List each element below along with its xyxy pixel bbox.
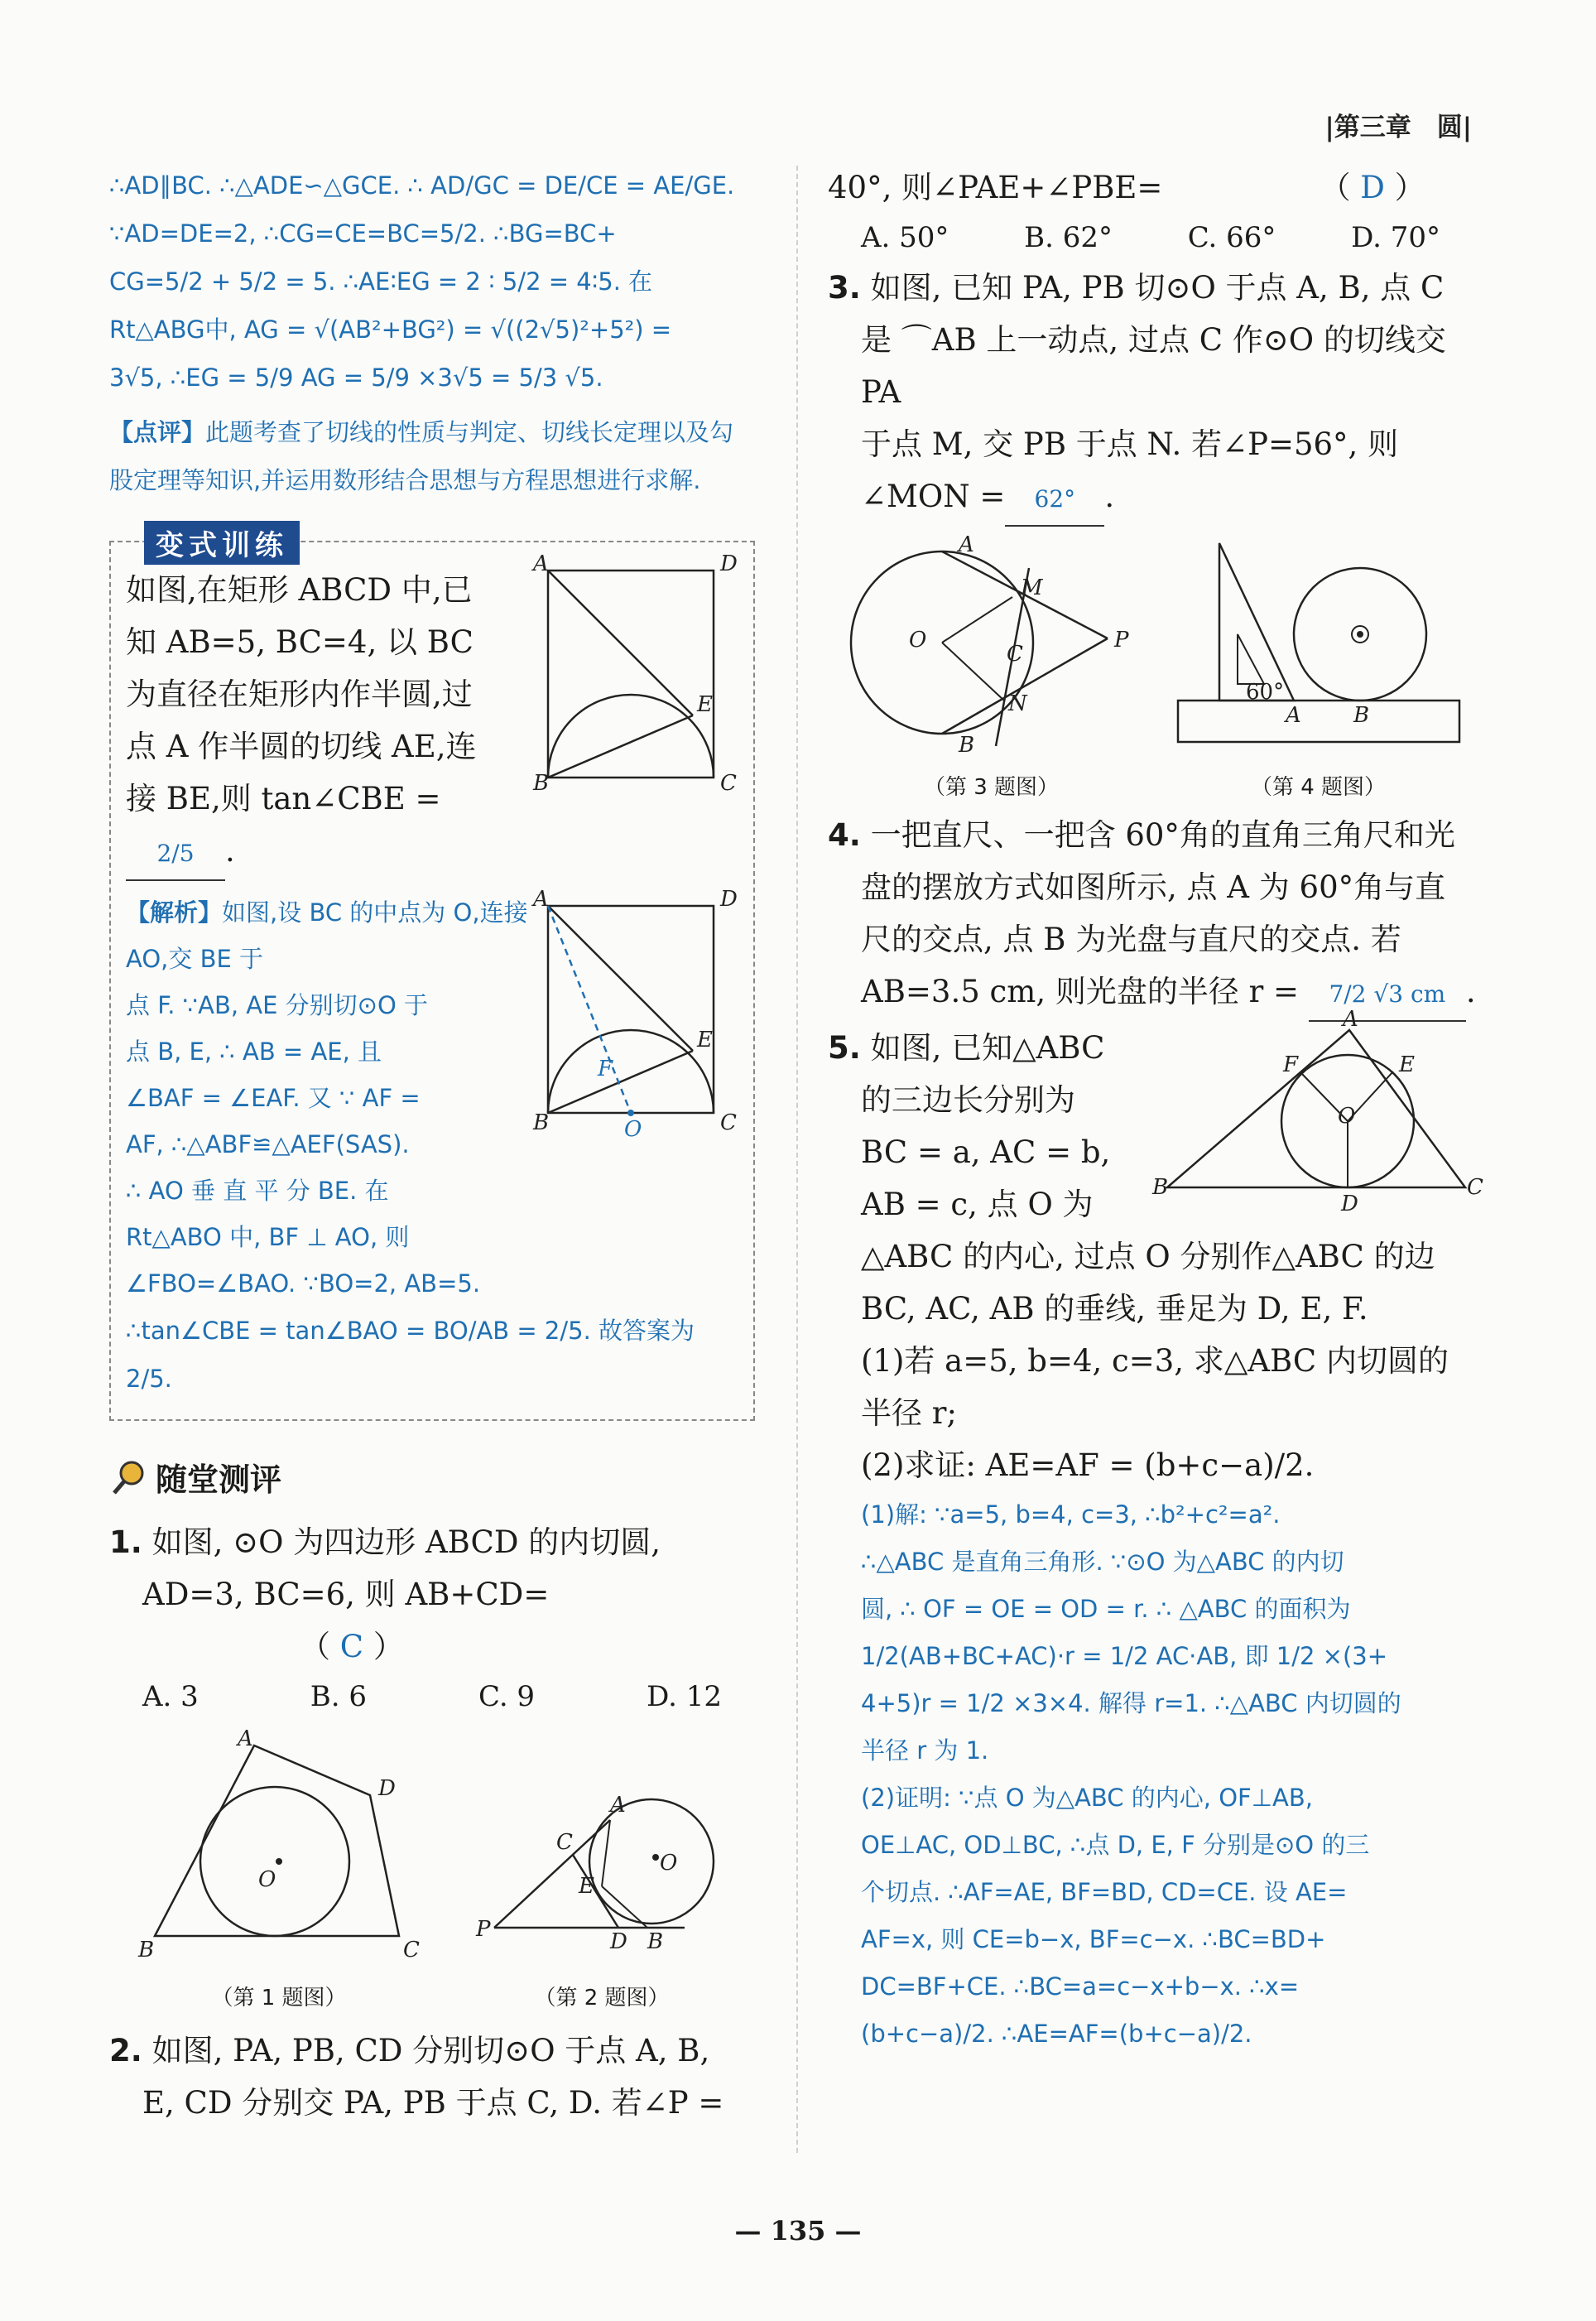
magnifier-icon [109, 1458, 147, 1496]
q5-solution-line: (1)解: ∵a=5, b=4, c=3, ∴b²+c²=a². [861, 1500, 1281, 1529]
question-5-top [828, 1007, 1483, 1230]
svg-text:B: B [647, 1929, 664, 1954]
figure-2 [469, 1762, 734, 2011]
svg-text:B: B [1353, 703, 1369, 728]
q2-option: B. 62° [1024, 221, 1113, 254]
q3-stem: 如图, 已知 PA, PB 切⊙O 于点 A, B, 点 C [870, 270, 1445, 306]
svg-text:D: D [378, 1776, 396, 1801]
q5-stem: (2)求证: AE=AF = (b+c−a)/2. [861, 1447, 1315, 1483]
svg-text:A: A [1343, 1007, 1358, 1032]
question-2-continued: 40°, 则∠PAE+∠PBE= （ D ） [828, 170, 1425, 205]
q5-solution-line: 1/2(AB+BC+AC)·r = 1/2 AC·AB, 即 1/2 ×(3+ [861, 1642, 1388, 1670]
svg-text:C: C [403, 1938, 420, 1962]
svg-text:60°: 60° [1245, 680, 1284, 705]
q2-answer: D [1360, 170, 1385, 205]
q5-stem: 半径 r; [861, 1395, 957, 1431]
svg-text:B: B [1152, 1175, 1169, 1200]
figure-3-caption: （第 3 题图） [923, 775, 1060, 800]
q2-stem: 如图, PA, PB, CD 分别切⊙O 于点 A, B, [151, 2033, 710, 2068]
svg-text:P: P [476, 1917, 491, 1942]
variant-line: 为直径在矩形内作半圆,过 [126, 677, 473, 712]
q5-solution-line: 个切点. ∴AF=AE, BF=BD, CD=CE. 设 AE= [861, 1878, 1348, 1906]
analysis-line: ∠BAF = ∠EAF. 又 ∵ AF = [126, 1084, 421, 1112]
q2-number: 2. [109, 2033, 142, 2068]
q5-stem: (1)若 a=5, b=4, c=3, 求△ABC 内切圆的 [861, 1343, 1449, 1379]
q5-solution-line: (2)证明: ∵点 O 为△ABC 的内心, OF⊥AB, [861, 1784, 1313, 1812]
q4-answer: 7/2 √3 cm [1309, 968, 1466, 1022]
svg-text:D: D [720, 551, 738, 576]
q2-stem-cont: 40°, 则∠PAE+∠PBE= [828, 170, 1163, 205]
svg-text:D: D [1341, 1192, 1358, 1216]
variant-question: 如图,在矩形 ABCD 中,已 知 AB=5, BC=4, 以 BC 为直径在矩形内作半圆,过 点 A 作半圆的切线 AE,连 接 BE,则 tan∠CBE = 2/5 . [126, 564, 523, 881]
analysis-line: ∴ AO 垂 直 平 分 BE. 在 [126, 1177, 389, 1205]
q4-stem: 一把直尺、一把含 60°角的直角三角尺和光 [870, 817, 1455, 853]
svg-text:P: P [1113, 628, 1128, 652]
analysis-figure [531, 887, 738, 1142]
q5-solution-line: OE⊥AC, OD⊥BC, ∴点 D, E, F 分别是⊙O 的三 [861, 1831, 1370, 1859]
solution-line: Rt△ABG中, AG = √(AB²+BG²) = √((2√5)²+5²) = [109, 315, 672, 344]
svg-text:A: A [238, 1726, 253, 1751]
left-column [109, 161, 755, 2129]
variant-line: 知 AB=5, BC=4, 以 BC [126, 624, 474, 660]
figure-4 [1170, 535, 1468, 801]
column-divider [796, 166, 798, 2153]
analysis-last-line: ∴tan∠CBE = tan∠BAO = BO/AB = 2/5. 故答案为 2/5. [126, 1317, 695, 1393]
q3-stem: 于点 M, 交 PB 于点 N. 若∠P=56°, 则 [861, 426, 1399, 462]
q3-stem: 是 ⌒AB 上一动点, 过点 C 作⊙O 的切线交 PA [861, 322, 1446, 410]
q5-stem: △ABC 的内心, 过点 O 分别作△ABC 的边 [861, 1239, 1435, 1274]
svg-text:D: D [610, 1929, 627, 1954]
analysis-line: 如图,设 BC 的中点为 O,连接 AO,交 BE 于 [126, 898, 528, 973]
svg-text:E: E [1399, 1052, 1415, 1077]
q2-options [828, 214, 1440, 262]
svg-text:C: C [1467, 1175, 1483, 1200]
q5-stem: BC, AC, AB 的垂线, 垂足为 D, E, F. [861, 1291, 1368, 1327]
chapter-header: |第三章 圆| [1324, 113, 1472, 142]
svg-text:E: E [697, 692, 713, 717]
svg-text:A: A [1285, 703, 1301, 728]
figure-1-drawing [130, 1726, 428, 1969]
variant-line: 接 BE,则 tan∠CBE = [126, 781, 441, 816]
q4-stem: AB=3.5 cm, 则光盘的半径 r = [861, 974, 1300, 1009]
svg-text:F: F [598, 1057, 613, 1081]
figure-1 [130, 1726, 428, 2011]
figure-4-caption: （第 4 题图） [1250, 775, 1387, 800]
svg-text:E: E [697, 1028, 713, 1052]
comment-text: 此题考查了切线的性质与判定、切线长定理以及勾股定理等知识,并运用数形结合思想与方程思想进行求解. [109, 418, 734, 494]
question-5-stem-top [828, 1022, 1110, 1230]
right-column [828, 161, 1482, 2058]
svg-text:D: D [720, 887, 738, 912]
svg-text:O: O [908, 628, 926, 652]
svg-text:B: B [958, 733, 974, 758]
solution-line: ∴AD∥BC. ∴△ADE∽△GCE. ∴ AD/GC = DE/CE = AE/GE. [109, 171, 735, 200]
q5-solution-line: 圆, ∴ OF = OE = OD = r. ∴ △ABC 的面积为 [861, 1595, 1351, 1623]
q5-stem: 如图, 已知△ABC [870, 1030, 1105, 1066]
q5-solution-line: (b+c−a)/2. ∴AE=AF=(b+c−a)/2. [861, 2020, 1252, 2048]
analysis-line: Rt△ABO 中, BF ⊥ AO, 则 [126, 1223, 410, 1251]
svg-text:C: C [720, 1110, 737, 1135]
q5-solution-line: AF=x, 则 CE=b−x, BF=c−x. ∴BC=BD+ [861, 1925, 1326, 1953]
svg-text:M: M [1020, 575, 1043, 600]
svg-text:O: O [624, 1117, 642, 1142]
svg-text:N: N [1007, 691, 1027, 716]
q1-stem: 如图, ⊙O 为四边形 ABCD 的内切圆, [151, 1524, 661, 1560]
q4-stem: 盘的摆放方式如图所示, 点 A 为 60°角与直 [861, 869, 1446, 905]
question-1: 1. 如图, ⊙O 为四边形 ABCD 的内切圆, AD=3, BC=6, 则 AB+CD=（ C ） [109, 1524, 661, 1664]
comment-tag: 【点评】 [109, 418, 206, 446]
q2-option: D. 70° [1351, 221, 1440, 254]
page-number: — 135 — [734, 2215, 862, 2246]
q5-stem: BC = a, AC = b, [861, 1134, 1111, 1170]
q3-q4-figures [828, 532, 1482, 801]
q2-stem: E, CD 分别交 PA, PB 于点 C, D. 若∠P = [142, 2085, 724, 2121]
figure-2-drawing [469, 1762, 734, 1969]
svg-text:O: O [1338, 1104, 1356, 1129]
section-title-text: 随堂测评 [156, 1461, 282, 1498]
question-3: 3. 如图, 已知 PA, PB 切⊙O 于点 A, B, 点 C 是 ⌒AB 上一动点, 过点 C 作⊙O 的切线交 PA 于点 M, 交 PB 于点 N. 若∠P=56°, 则 ∠MON = 62° . [828, 262, 1482, 527]
q2-option: A. 50° [861, 221, 949, 254]
variant-line: 如图,在矩形 ABCD 中,已 [126, 572, 473, 608]
svg-text:C: C [1006, 642, 1023, 667]
solution-line: ∵AD=DE=2, ∴CG=CE=BC=5/2. ∴BG=BC+ [109, 219, 617, 248]
variant-analysis [126, 889, 531, 1307]
q1-options [109, 1673, 722, 1721]
q4-stem: 尺的交点, 点 B 为光盘与直尺的交点. 若 [861, 922, 1401, 957]
section-title [109, 1454, 755, 1500]
q1-number: 1. [109, 1524, 142, 1560]
svg-text:E: E [579, 1874, 594, 1899]
comment [109, 408, 755, 504]
figure-5-drawing [1151, 1007, 1483, 1216]
q1-option: A. 3 [142, 1680, 199, 1713]
svg-text:A: A [533, 887, 549, 912]
q1-answer: C [339, 1629, 364, 1664]
q1-option: D. 12 [647, 1680, 722, 1713]
q3-number: 3. [828, 270, 861, 306]
svg-text:O: O [258, 1867, 276, 1892]
analysis-line: ∠FBO=∠BAO. ∵BO=2, AB=5. [126, 1269, 481, 1298]
analysis-line: 点 F. ∵AB, AE 分别切⊙O 于 [126, 991, 429, 1019]
figure-2-caption: （第 2 题图） [534, 1986, 670, 2010]
svg-text:C: C [556, 1830, 573, 1855]
analysis-line: AF, ∴△ABF≌△AEF(SAS). [126, 1130, 410, 1158]
variant-answer: 2/5 [126, 827, 225, 881]
q1-option: C. 9 [478, 1680, 536, 1713]
analysis-line: 点 B, E, ∴ AB = AE, 且 [126, 1038, 382, 1066]
solution-line: 3√5, ∴EG = 5/9 AG = 5/9 ×3√5 = 5/3 √5. [109, 364, 603, 392]
q1-option: B. 6 [310, 1680, 368, 1713]
q5-number: 5. [828, 1030, 861, 1066]
svg-text:B: B [138, 1938, 155, 1962]
q4-number: 4. [828, 817, 861, 853]
svg-text:B: B [533, 1110, 550, 1135]
figure-4-drawing [1170, 535, 1468, 758]
variant-title: 变式训练 [144, 521, 300, 565]
question-2 [109, 2025, 755, 2129]
q5-solution-line: 半径 r 为 1. [861, 1736, 989, 1765]
previous-solution [109, 161, 755, 402]
svg-text:A: A [958, 532, 974, 557]
question-5-stem-bottom [828, 1230, 1482, 1491]
analysis-tag: 【解析】 [126, 898, 223, 927]
q3-answer: 62° [1005, 473, 1104, 527]
question-4: 4. 一把直尺、一把含 60°角的直角三角尺和光 盘的摆放方式如图所示, 点 A 为 60°角与直 尺的交点, 点 B 为光盘与直尺的交点. 若 AB=3.5 cm, 则光盘的半径 r = 7/2 √3 cm . [828, 809, 1482, 1022]
solution-line: CG=5/2 + 5/2 = 5. ∴AE∶EG = 2 ∶ 5/2 = 4∶5. 在 [109, 267, 653, 296]
q5-stem: AB = c, 点 O 为 [861, 1187, 1094, 1222]
svg-text:A: A [533, 551, 549, 576]
svg-text:F: F [1283, 1052, 1299, 1077]
q1-stem: AD=3, BC=6, 则 AB+CD= [142, 1577, 550, 1612]
figure-1-caption: （第 1 题图） [211, 1986, 347, 2010]
q3-stem: ∠MON = [861, 479, 1006, 514]
q1-q2-figures [109, 1726, 755, 2011]
svg-text:O: O [660, 1851, 678, 1876]
variant-line: 点 A 作半圆的切线 AE,连 [126, 729, 477, 764]
q5-solution-line: ∴△ABC 是直角三角形. ∵⊙O 为△ABC 的内切 [861, 1548, 1344, 1576]
svg-text:A: A [610, 1793, 626, 1818]
figure-3-drawing [843, 532, 1141, 758]
variant-figure [531, 551, 738, 796]
q5-solution-line: 4+5)r = 1/2 ×3×4. 解得 r=1. ∴△ABC 内切圆的 [861, 1689, 1401, 1717]
variant-training-box [109, 529, 755, 1421]
q5-solution [828, 1491, 1482, 2058]
q5-stem: 的三边长分别为 [861, 1082, 1075, 1118]
q2-option: C. 66° [1187, 221, 1276, 254]
figure-3 [843, 532, 1141, 801]
q5-solution-line: DC=BF+CE. ∴BC=a=c−x+b−x. ∴x= [861, 1972, 1300, 2001]
svg-text:B: B [533, 771, 550, 796]
svg-text:C: C [720, 771, 737, 796]
